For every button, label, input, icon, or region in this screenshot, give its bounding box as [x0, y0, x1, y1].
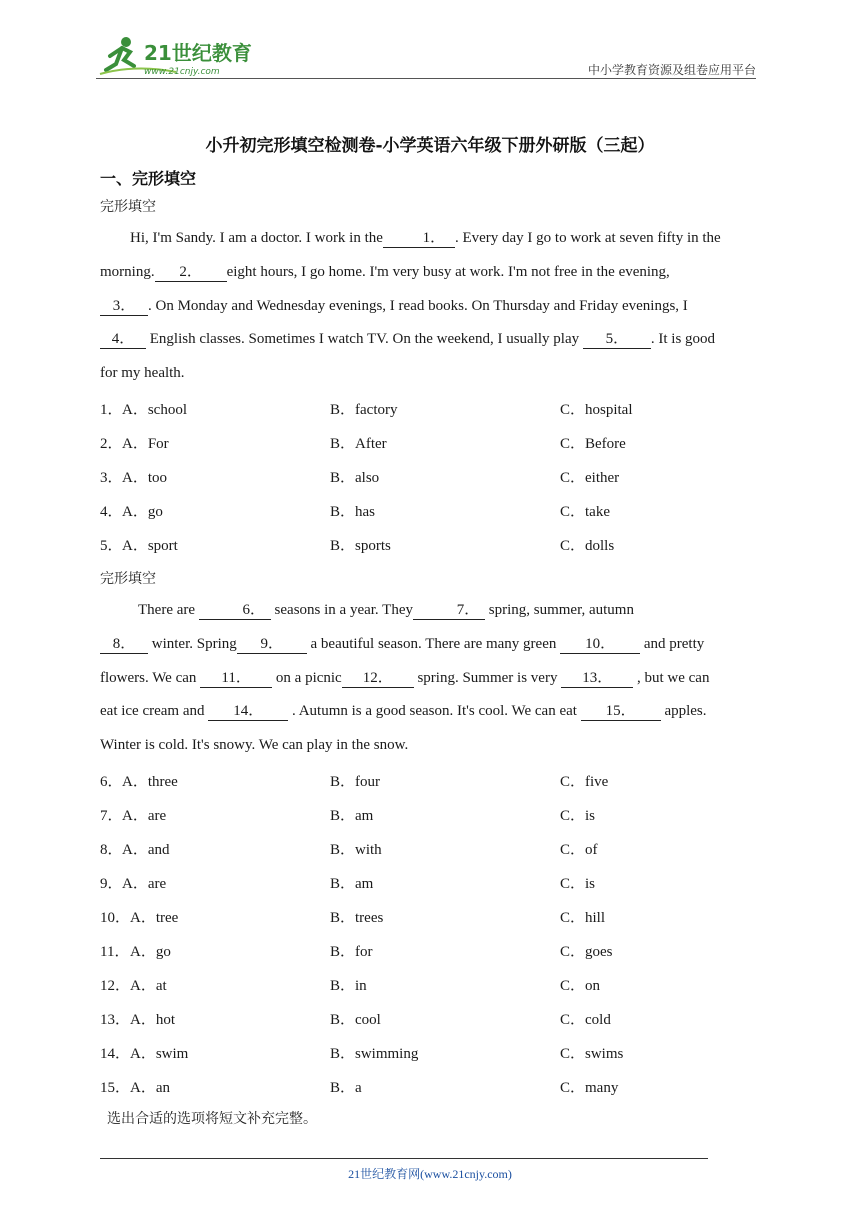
- answer-blank[interactable]: 1．: [383, 229, 455, 248]
- option-c[interactable]: C．is: [560, 876, 596, 892]
- passage-line: eat ice cream and 14． . Autumn is a good season. It's cool. We can eat 15． apples.: [100, 703, 707, 720]
- option-b[interactable]: B．cool: [330, 1012, 381, 1028]
- option-c[interactable]: C．cold: [560, 1012, 611, 1028]
- site-logo: [96, 34, 256, 78]
- answer-blank[interactable]: 15．: [581, 702, 661, 721]
- option-b[interactable]: B．am: [330, 808, 374, 824]
- instruction-text: 选出合适的选项将短文补充完整。: [107, 1111, 317, 1127]
- question-row: 11． A．go B．for C．goes: [100, 940, 762, 964]
- question-row: 13． A．hot B．cool C．cold: [100, 1008, 762, 1032]
- option-a[interactable]: A．For: [122, 436, 169, 452]
- passage-line: 3． . On Monday and Wednesday evenings, I read books. On Thursday and Friday evenings, I: [100, 290, 762, 324]
- header-divider: [96, 78, 756, 79]
- section-heading: 一、完形填空: [100, 169, 197, 188]
- passage-line: Winter is cold. It's snowy. We can play in the snow.: [100, 737, 409, 754]
- passage-line: flowers. We can 11． on a picnic 12． spring. Summer is very 13． , but we can: [100, 669, 710, 686]
- question-row: 7． A．are B．am C．is: [100, 804, 762, 828]
- logo-url: www.21cnjy.com: [144, 67, 220, 77]
- option-b[interactable]: B．has: [330, 504, 376, 520]
- footer-link[interactable]: 21世纪教育网(www.21cnjy.com): [348, 1167, 512, 1181]
- header-platform-text: 中小学教育资源及组卷应用平台: [587, 63, 756, 77]
- passage-2-text: [100, 594, 762, 763]
- question-row: 6． A．three B．four C．five: [100, 770, 762, 794]
- passage-line: There are 6． seasons in a year. They 7． spring, summer, autumn: [138, 602, 634, 618]
- option-a[interactable]: A．go: [122, 504, 163, 520]
- passage-line: 8． winter. Spring 9． a beautiful season. There are many green 10． and pretty: [100, 628, 762, 662]
- answer-blank[interactable]: 2．: [155, 263, 227, 282]
- logo-text: 21世纪教育: [144, 41, 252, 65]
- passage-label: 完形填空: [100, 571, 156, 587]
- answer-blank[interactable]: 13．: [561, 669, 633, 688]
- document-title: 小升初完形填空检测卷-小学英语六年级下册外研版（三起）: [205, 136, 655, 156]
- option-b[interactable]: B．trees: [330, 910, 384, 926]
- option-b[interactable]: B．After: [330, 436, 387, 452]
- option-a[interactable]: A．swim: [130, 1046, 189, 1062]
- option-b[interactable]: B．for: [330, 944, 373, 960]
- answer-blank[interactable]: 5．: [583, 330, 651, 349]
- passage-line: Hi, I'm Sandy. I am a doctor. I work in the 1． . Every day I go to work at seven fifty in the: [130, 230, 721, 246]
- option-c[interactable]: C．hill: [560, 910, 606, 926]
- option-a[interactable]: A．go: [130, 944, 171, 960]
- question-row: 3． A．too B．also C．either: [100, 466, 762, 490]
- answer-blank[interactable]: 3．: [100, 297, 148, 316]
- option-b[interactable]: B．with: [330, 842, 382, 858]
- option-c[interactable]: C．five: [560, 774, 609, 790]
- answer-blank[interactable]: 6．: [199, 601, 271, 620]
- option-a[interactable]: A．school: [122, 402, 187, 418]
- option-a[interactable]: A．sport: [122, 538, 178, 554]
- option-c[interactable]: C．swims: [560, 1046, 624, 1062]
- option-c[interactable]: C．hospital: [560, 402, 633, 418]
- option-a[interactable]: A．tree: [130, 910, 179, 926]
- answer-blank[interactable]: 10．: [560, 635, 640, 654]
- option-a[interactable]: A．are: [122, 876, 167, 892]
- question-row: 5． A．sport B．sports C．dolls: [100, 534, 762, 558]
- option-b[interactable]: B．swimming: [330, 1046, 419, 1062]
- option-b[interactable]: B．also: [330, 470, 380, 486]
- question-row: 15． A．an B．a C．many: [100, 1076, 762, 1100]
- option-c[interactable]: C．either: [560, 470, 620, 486]
- option-b[interactable]: B．am: [330, 876, 374, 892]
- passage-line: for my health.: [100, 365, 185, 382]
- option-a[interactable]: A．hot: [130, 1012, 176, 1028]
- option-a[interactable]: A．at: [130, 978, 167, 994]
- passage-1-text: [100, 222, 762, 391]
- option-b[interactable]: B．a: [330, 1080, 362, 1096]
- answer-blank[interactable]: 14．: [208, 702, 288, 721]
- option-a[interactable]: A．too: [122, 470, 168, 486]
- passage-line: morning. 2． eight hours, I go home. I'm very busy at work. I'm not free in the evening,: [100, 263, 670, 280]
- option-c[interactable]: C．goes: [560, 944, 613, 960]
- answer-blank[interactable]: 8．: [100, 635, 148, 654]
- option-b[interactable]: B．four: [330, 774, 380, 790]
- question-row: 14． A．swim B．swimming C．swims: [100, 1042, 762, 1066]
- answer-blank[interactable]: 12．: [342, 669, 414, 688]
- question-row: 2． A．For B．After C．Before: [100, 432, 762, 456]
- option-a[interactable]: A．three: [122, 774, 178, 790]
- answer-blank[interactable]: 11．: [200, 669, 272, 688]
- option-c[interactable]: C．is: [560, 808, 596, 824]
- question-row: 12． A．at B．in C．on: [100, 974, 762, 998]
- answer-blank[interactable]: 7．: [413, 601, 485, 620]
- question-row: 10． A．tree B．trees C．hill: [100, 906, 762, 930]
- passage-label: 完形填空: [100, 199, 156, 215]
- passage-line: 4． English classes. Sometimes I watch TV. On the weekend, I usually play 5． . It is good: [100, 323, 762, 357]
- option-b[interactable]: B．sports: [330, 538, 391, 554]
- option-a[interactable]: A．are: [122, 808, 167, 824]
- option-a[interactable]: A．and: [122, 842, 170, 858]
- option-b[interactable]: B．factory: [330, 402, 398, 418]
- answer-blank[interactable]: 9．: [237, 635, 307, 654]
- option-c[interactable]: C．on: [560, 978, 601, 994]
- footer-divider: [100, 1158, 708, 1159]
- question-row: 4． A．go B．has C．take: [100, 500, 762, 524]
- answer-blank[interactable]: 4．: [100, 330, 146, 349]
- logo-runner-icon: [96, 34, 256, 78]
- option-c[interactable]: C．of: [560, 842, 598, 858]
- option-b[interactable]: B．in: [330, 978, 367, 994]
- question-row: 1． A．school B．factory C．hospital: [100, 398, 762, 422]
- option-c[interactable]: C．take: [560, 504, 610, 520]
- option-a[interactable]: A．an: [130, 1080, 170, 1096]
- question-row: 8． A．and B．with C．of: [100, 838, 762, 862]
- option-c[interactable]: C．dolls: [560, 538, 615, 554]
- option-c[interactable]: C．many: [560, 1080, 619, 1096]
- option-c[interactable]: C．Before: [560, 436, 626, 452]
- question-row: 9． A．are B．am C．is: [100, 872, 762, 896]
